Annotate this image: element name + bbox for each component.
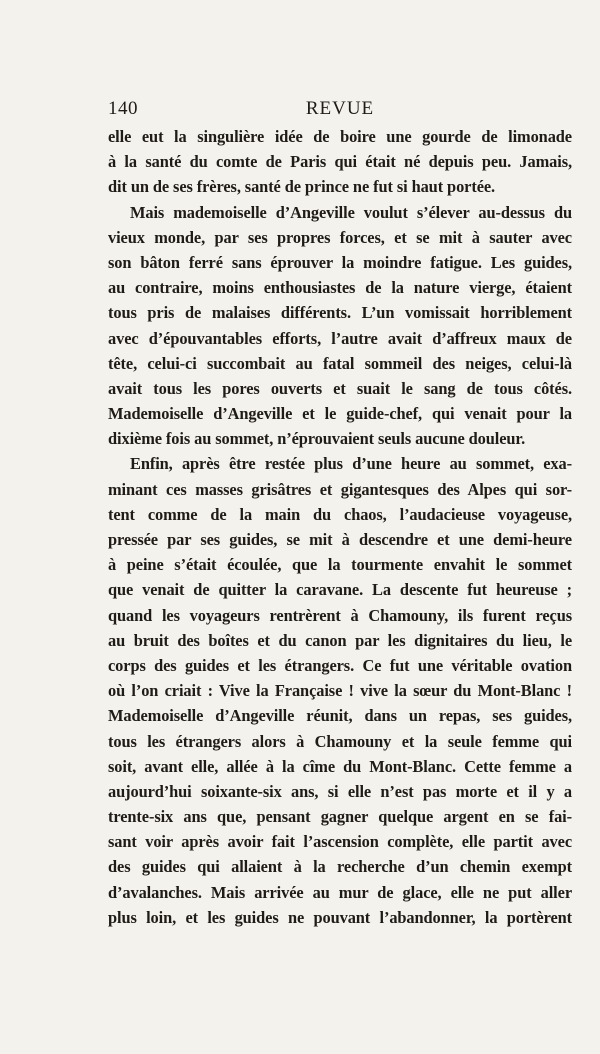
text-line: tête, celui-ci succombait au fatal sommeil des neiges, celui-là xyxy=(108,353,572,373)
text-line: où l’on criait : Vive la Française ! vive la sœur du Mont-Blanc ! xyxy=(108,681,572,701)
text-line: trente-six ans que, pensant gagner quelque argent en se fai- xyxy=(108,807,572,827)
text-line: plus loin, et les guides ne pouvant l’abandonner, la portèrent xyxy=(108,907,572,927)
text-line: des guides qui allaient à la recherche d’un chemin exempt xyxy=(108,857,572,877)
text-line: avec d’épouvantables efforts, l’autre avait d’affreux maux de xyxy=(108,328,572,348)
text-line: vieux monde, par ses propres forces, et se mit à sauter avec xyxy=(108,227,572,247)
text-line: tent comme de la main du chaos, l’audacieuse voyageuse, xyxy=(108,504,572,524)
text-line: minant ces masses grisâtres et gigantesques des Alpes qui sor- xyxy=(108,479,572,499)
text-line: tous pris de malaises différents. L’un vomissait horriblement xyxy=(108,303,572,323)
text-line: d’avalanches. Mais arrivée au mur de glace, elle ne put aller xyxy=(108,882,572,902)
text-line: Mademoiselle d’Angeville et le guide-chef, qui venait pour la xyxy=(108,404,572,424)
text-line: Mademoiselle d’Angeville réunit, dans un repas, ses guides, xyxy=(108,706,572,726)
text-line: quand les voyageurs rentrèrent à Chamouny, ils furent reçus xyxy=(108,605,572,625)
text-line: pressée par ses guides, se mit à descendre et une demi-heure xyxy=(108,530,572,549)
text-line: que venait de quitter la caravane. La descente fut heureuse ; xyxy=(108,580,572,600)
text-line: au bruit des boîtes et du canon par les dignitaires du lieu, le xyxy=(108,630,572,650)
text-line: dit un de ses frères, santé de prince ne fut si haut portée. xyxy=(108,177,496,197)
body-text xyxy=(108,124,572,930)
text-line: elle eut la singulière idée de boire une gourde de limonade xyxy=(108,127,572,146)
text-line: avait tous les pores ouverts et suait le sang de tous côtés. xyxy=(108,378,572,398)
text-line: Mais mademoiselle d’Angeville voulut s’élever au-dessus du xyxy=(130,202,572,222)
text-line: tous les étrangers alors à Chamouny et la seule femme qui xyxy=(108,731,572,751)
text-line: corps des guides et les étrangers. Ce fut une véritable ovation xyxy=(108,655,572,675)
text-line: dixième fois au sommet, n’éprouvaient seuls aucune douleur. xyxy=(108,429,526,449)
text-line: aujourd’hui soixante-six ans, si elle n’est pas morte et il y a xyxy=(108,781,572,801)
text-line: soit, avant elle, allée à la cîme du Mont-Blanc. Cette femme a xyxy=(108,756,572,776)
text-line: au contraire, moins enthousiastes de la nature vierge, étaient xyxy=(108,278,572,298)
page-number: 140 xyxy=(108,98,138,119)
text-line: Enfin, après être restée plus d’une heure au sommet, exa- xyxy=(130,454,572,474)
page-header xyxy=(108,98,572,124)
text-line: sant voir après avoir fait l’ascension complète, elle partit avec xyxy=(108,832,572,852)
text-line: à peine s’était écoulée, que la tourmente envahit le sommet xyxy=(108,555,572,575)
text-line: à la santé du comte de Paris qui était né depuis peu. Jamais, xyxy=(108,152,572,172)
text-line: son bâton ferré sans éprouver la moindre fatigue. Les guides, xyxy=(108,252,572,272)
running-title: REVUE xyxy=(305,98,375,119)
